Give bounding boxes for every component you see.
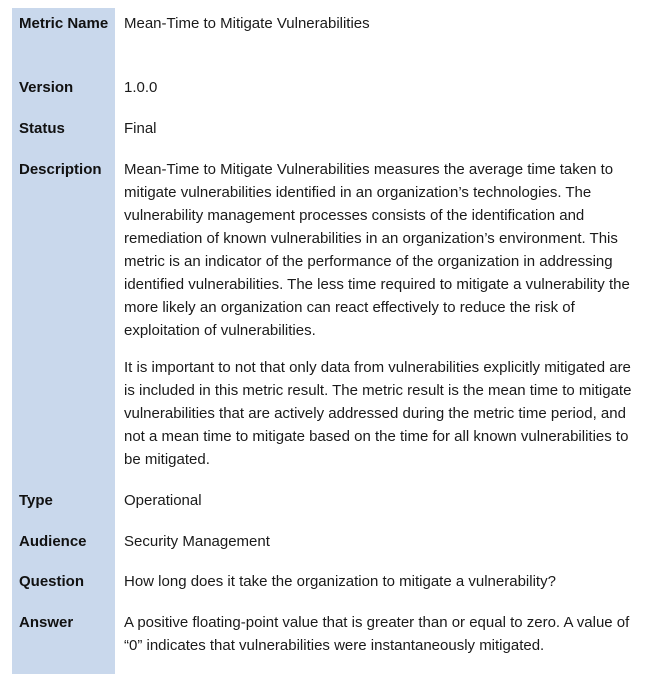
audience-value: Security Management: [124, 533, 270, 550]
metric-name-label: Metric Name: [12, 8, 115, 72]
table-row-metric-name: [12, 8, 652, 72]
description-value: [115, 154, 652, 485]
audience-label: Audience: [12, 526, 115, 566]
table-row-type: [12, 485, 652, 526]
version-value: 1.0.0: [124, 79, 158, 96]
table-row-version: [12, 72, 652, 113]
table-row-question: [12, 566, 652, 607]
type-label: Type: [12, 485, 115, 526]
question-value: How long does it take the organization to mitigate a vulnerability?: [124, 573, 556, 590]
answer-label: Answer: [12, 607, 115, 674]
table-row-audience: [12, 526, 652, 566]
status-value: Final: [124, 120, 157, 137]
version-label: Version: [12, 72, 115, 113]
description-label: Description: [12, 154, 115, 485]
metric-name-value: Mean-Time to Mitigate Vulnerabilities: [124, 15, 370, 32]
description-paragraph-2: It is important to not that only data from vulnerabilities explicitly mitigated are is included in this metric result. The metric result is the mean time to mitigate vulnerabilities that are actively addressed during the metric time period, and not a mean time to mitigate based on the time for all known vulnerabilities to be mitigated.: [124, 359, 632, 468]
answer-value: A positive floating-point value that is greater than or equal to zero. A value of “0” indicates that vulnerabilities were instantaneously mitigated.: [124, 614, 630, 654]
description-paragraph-1: Mean-Time to Mitigate Vulnerabilities measures the average time taken to mitigate vulnerabilities identified in an organization’s technologies. The vulnerability management processes consists of the identification and remediation of known vulnerabilities in an organization’s environment. This metric is an indicator of the performance of the organization in addressing identified vulnerabilities. The less time required to mitigate a vulnerability the more likely an organization can react effectively to reduce the risk of exploitation of vulnerabilities.: [124, 161, 630, 339]
type-value: Operational: [124, 492, 202, 509]
question-label: Question: [12, 566, 115, 607]
metric-definition-table: [12, 8, 652, 674]
table-row-description: [12, 154, 652, 485]
table-row-answer: [12, 607, 652, 674]
status-label: Status: [12, 113, 115, 154]
table-row-status: [12, 113, 652, 154]
